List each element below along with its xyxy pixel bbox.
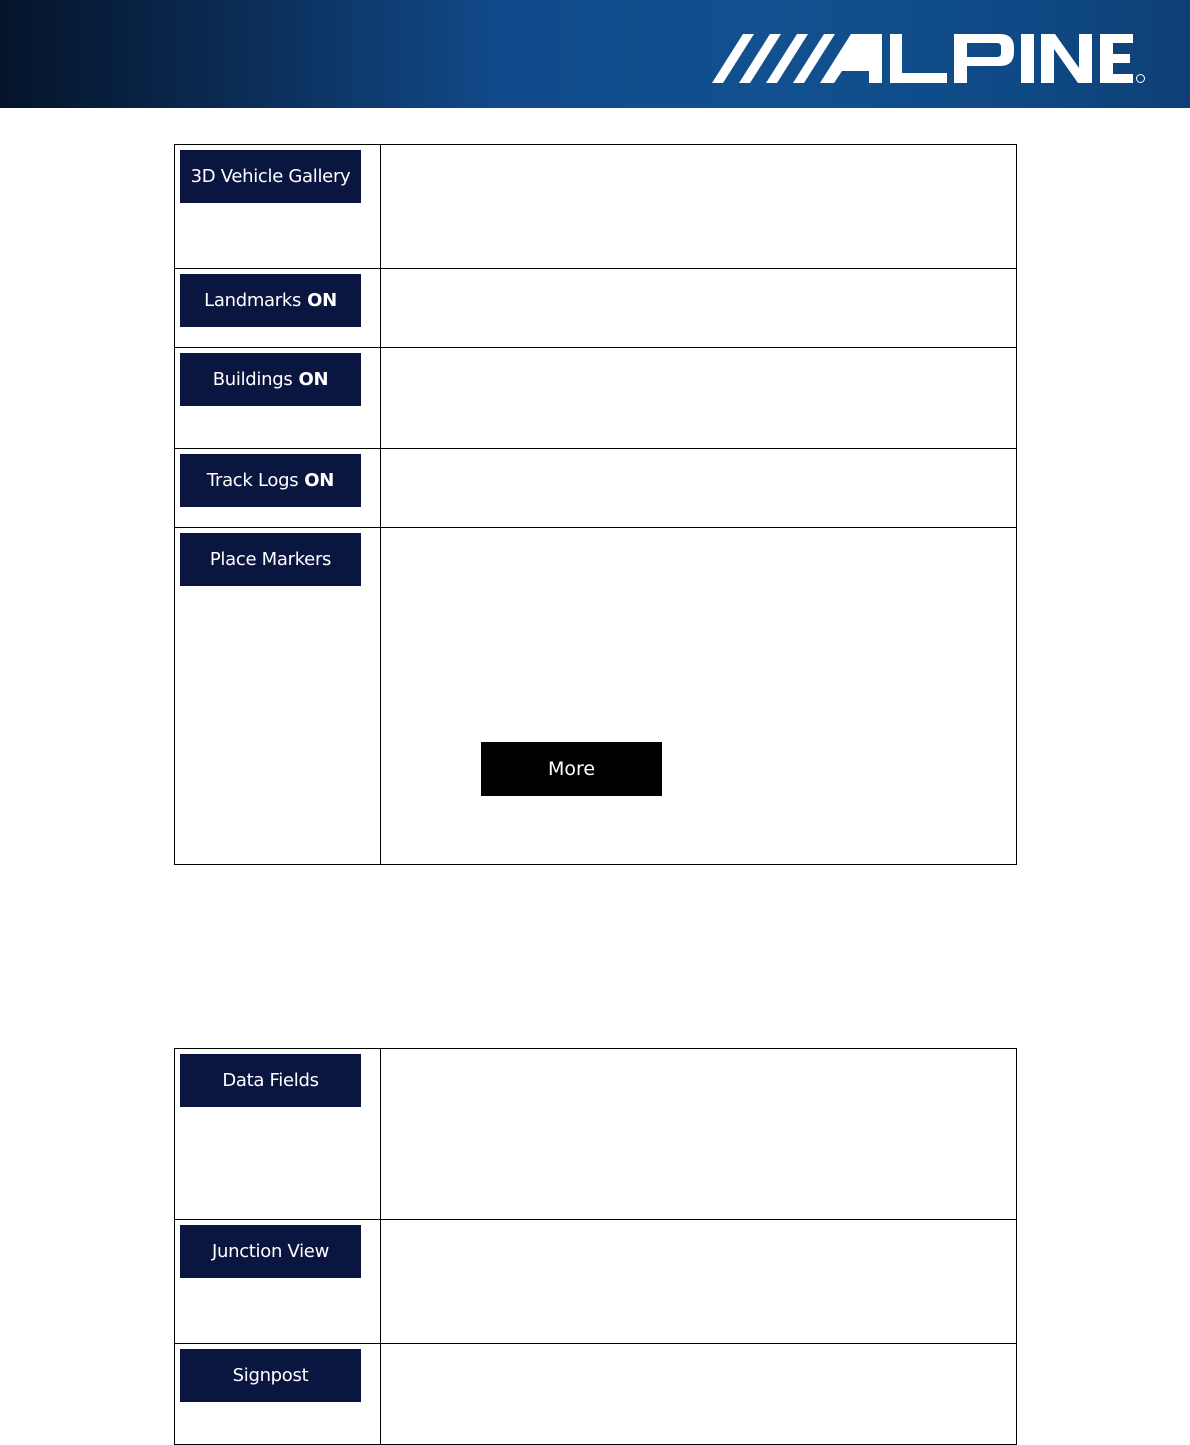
route-options-table (174, 1048, 1017, 1445)
page-header (0, 0, 1190, 108)
alpine-logo (712, 30, 1152, 90)
table-row (175, 449, 1017, 528)
description-cell (381, 145, 1017, 269)
button-label: Place Markers (209, 549, 332, 570)
place-markers-button[interactable] (180, 533, 361, 586)
table-row (175, 348, 1017, 449)
data-fields-button[interactable] (180, 1054, 361, 1107)
3d-vehicle-gallery-button[interactable] (180, 150, 361, 203)
more-button[interactable] (481, 742, 662, 796)
button-label: Junction View (211, 1241, 330, 1262)
toggle-state: ON (307, 290, 337, 311)
button-label: More (547, 758, 596, 780)
table-row (175, 1220, 1017, 1344)
table-row (175, 1049, 1017, 1220)
description-cell (381, 1344, 1017, 1445)
button-label: Track Logs (206, 470, 299, 491)
junction-view-button[interactable] (180, 1225, 361, 1278)
table-row (175, 145, 1017, 269)
button-label: Landmarks (204, 290, 302, 311)
description-cell (381, 1049, 1017, 1220)
track-logs-toggle-button[interactable] (180, 454, 361, 507)
description-cell (381, 269, 1017, 348)
button-label: Signpost (232, 1365, 309, 1386)
table-row (175, 528, 1017, 865)
description-cell (381, 348, 1017, 449)
button-label: 3D Vehicle Gallery (190, 166, 351, 187)
signpost-button[interactable] (180, 1349, 361, 1402)
description-cell (381, 449, 1017, 528)
description-cell (381, 528, 1017, 865)
button-label: Buildings (212, 369, 293, 390)
toggle-state: ON (298, 369, 329, 390)
description-cell (381, 1220, 1017, 1344)
toggle-state: ON (304, 470, 335, 491)
table-row (175, 269, 1017, 348)
buildings-toggle-button[interactable] (180, 353, 361, 406)
button-label: Data Fields (222, 1070, 319, 1091)
landmarks-toggle-button[interactable] (180, 274, 361, 327)
table-row (175, 1344, 1017, 1445)
